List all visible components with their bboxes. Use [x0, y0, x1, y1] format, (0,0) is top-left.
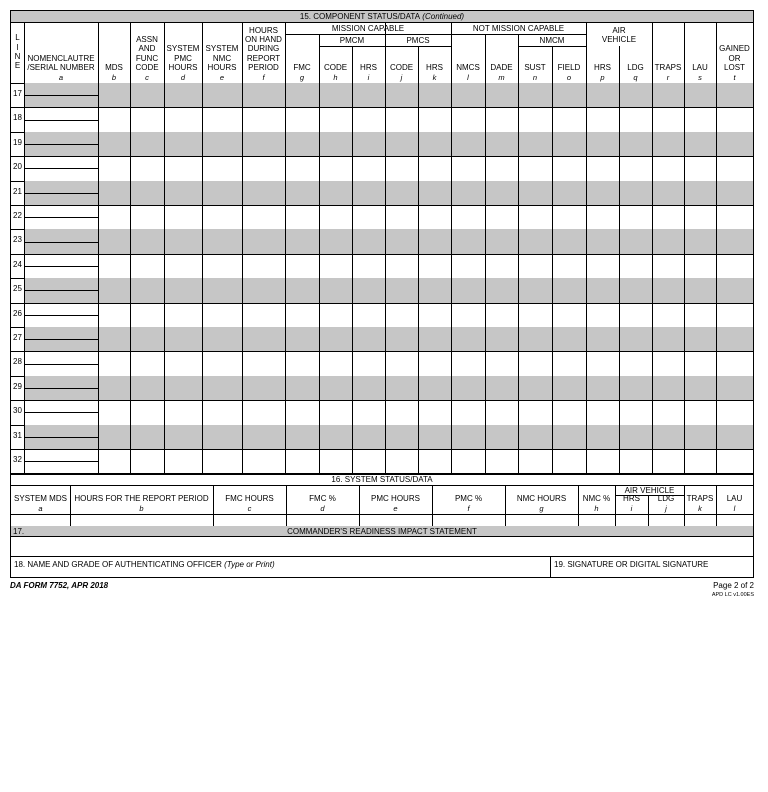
column-header-15-label: NOMENCLAUTRE /SERIAL NUMBER	[27, 53, 95, 73]
column-header-15-label: L I N E	[14, 33, 21, 71]
line-number: 24	[13, 259, 22, 269]
system-status-field[interactable]	[432, 514, 505, 526]
column-header-15-label: TRAPS	[654, 63, 682, 73]
table-row[interactable]	[11, 156, 753, 180]
column-header-15-letter: i	[367, 72, 370, 82]
column-header-16-label: HOURS FOR THE REPORT PERIOD	[74, 494, 209, 504]
column-header-15-label: FIELD	[557, 63, 581, 73]
column-header-16-5	[432, 485, 505, 514]
authenticating-officer-label-text: 18. NAME AND GRADE OF AUTHENTICATING OFFICER	[14, 560, 222, 569]
column-header-16-8	[615, 495, 648, 514]
column-header-16-letter: e	[393, 503, 398, 513]
group-nmcm: NMCM	[539, 35, 565, 45]
line-number: 17	[13, 89, 22, 98]
line-number: 32	[13, 455, 22, 464]
table-row[interactable]	[11, 278, 753, 302]
column-header-15-label: GAINED OR LOST	[719, 44, 750, 73]
column-header-16-letter: j	[665, 503, 667, 513]
column-header-16-6	[505, 485, 578, 514]
column-header-15-4	[164, 22, 202, 83]
column-header-16-9	[648, 495, 684, 514]
line-number: 28	[13, 357, 22, 367]
column-header-16-letter: g	[539, 503, 544, 513]
column-header-15-label: CODE	[323, 63, 348, 73]
section-15-title-text: 15. COMPONENT STATUS/DATA	[299, 12, 421, 21]
column-header-15-label: HRS	[360, 63, 377, 73]
column-header-15-label: DADE	[490, 63, 513, 73]
column-header-15-letter: p	[600, 72, 605, 82]
column-header-16-10	[684, 485, 716, 514]
table-row[interactable]	[11, 107, 753, 131]
column-header-16-label: FMC HOURS	[225, 494, 274, 504]
column-header-15-18	[652, 22, 684, 83]
column-header-15-8	[319, 46, 352, 83]
system-status-field[interactable]	[578, 514, 615, 526]
authenticating-officer-label-note: (Type or Print)	[224, 560, 275, 569]
system-status-field[interactable]	[615, 514, 648, 526]
section-15-title-note: (Continued)	[422, 12, 465, 21]
table-row[interactable]	[11, 229, 753, 253]
line-number: 30	[13, 406, 22, 416]
column-header-15-label: SYSTEM NMC HOURS	[205, 44, 239, 73]
column-header-16-1	[70, 485, 213, 514]
column-header-16-label: LDG	[657, 494, 675, 504]
system-status-field[interactable]	[648, 514, 684, 526]
column-header-15-10	[385, 46, 418, 83]
table-row[interactable]	[11, 351, 753, 375]
column-header-15-13	[485, 34, 518, 83]
table-row[interactable]	[11, 449, 753, 473]
authenticating-officer-field[interactable]	[12, 568, 548, 577]
group-not-mission-capable: NOT MISSION CAPABLE	[472, 23, 565, 33]
column-header-16-letter: h	[594, 503, 599, 513]
column-header-15-5	[202, 22, 242, 83]
line-number: 22	[13, 211, 22, 220]
column-header-15-letter: l	[467, 72, 469, 82]
column-header-15-label: NMCS	[456, 63, 480, 73]
signature-field[interactable]	[552, 568, 752, 577]
column-header-15-letter: q	[633, 72, 638, 82]
system-status-field[interactable]	[505, 514, 578, 526]
column-header-15-label: ASSN AND FUNC CODE	[135, 34, 159, 73]
column-header-15-20	[716, 22, 753, 83]
column-header-15-label: HRS	[594, 63, 611, 73]
form-id: DA FORM 7752, APR 2018	[10, 581, 109, 590]
column-header-15-letter: j	[400, 72, 403, 82]
column-header-15-0	[11, 22, 24, 83]
column-header-15-letter: n	[532, 72, 538, 82]
column-header-15-letter: c	[145, 72, 149, 82]
system-status-field[interactable]	[286, 514, 359, 526]
column-header-16-label: SYSTEM MDS	[14, 494, 67, 504]
form-version: APD LC v1.00ES	[711, 592, 754, 598]
column-header-15-9	[352, 46, 385, 83]
column-header-16-4	[359, 485, 432, 514]
column-header-15-letter: o	[566, 72, 572, 82]
column-header-16-11	[716, 485, 753, 514]
column-header-15-16	[586, 46, 619, 83]
column-header-15-letter: d	[180, 72, 186, 82]
column-header-15-letter: b	[111, 72, 117, 82]
da-form-7752-page-2	[10, 10, 754, 578]
column-header-15-letter: r	[666, 72, 670, 82]
column-header-15-label: LDG	[627, 63, 644, 73]
column-header-16-0	[11, 485, 70, 514]
column-header-16-label: HRS	[623, 494, 640, 504]
table-row[interactable]	[11, 132, 753, 156]
column-header-16-7	[578, 485, 615, 514]
column-header-15-6	[242, 22, 285, 83]
column-header-16-letter: f	[467, 503, 470, 513]
column-header-15-label: HRS	[426, 63, 443, 73]
signature-label: 19. SIGNATURE OR DIGITAL SIGNATURE	[554, 560, 709, 569]
column-header-15-letter: a	[58, 72, 64, 82]
column-header-15-label: MDS	[105, 63, 123, 73]
table-row[interactable]	[11, 181, 753, 205]
column-header-16-letter: c	[247, 503, 252, 513]
line-number: 18	[13, 113, 22, 123]
column-header-15-7	[285, 34, 319, 83]
system-status-field[interactable]	[11, 514, 70, 526]
column-header-16-label: LAU	[726, 494, 743, 504]
section-16-group-air-vehicle: AIR VEHICLE	[624, 485, 675, 495]
column-header-16-letter: l	[733, 503, 736, 513]
section-17-bar	[11, 526, 753, 536]
column-header-15-letter: s	[698, 72, 702, 82]
table-row[interactable]	[11, 425, 753, 449]
line-number: 27	[13, 333, 22, 342]
table-row[interactable]	[11, 83, 753, 107]
column-header-15-letter: k	[432, 72, 437, 82]
column-header-16-label: NMC HOURS	[516, 494, 567, 504]
column-header-15-17	[619, 46, 652, 83]
column-header-15-letter: e	[219, 72, 225, 82]
section-16-title: 16. SYSTEM STATUS/DATA	[331, 475, 433, 484]
line-number: 23	[13, 235, 22, 245]
line-number: 31	[13, 430, 22, 440]
column-header-16-2	[213, 485, 286, 514]
column-header-15-letter: f	[262, 72, 265, 82]
column-header-16-letter: b	[139, 503, 144, 513]
column-header-15-1	[24, 22, 98, 83]
column-header-15-19	[684, 22, 716, 83]
column-header-15-3	[130, 22, 164, 83]
column-header-16-3	[286, 485, 359, 514]
column-header-15-letter: h	[333, 72, 338, 82]
column-header-16-letter: a	[38, 503, 43, 513]
column-header-16-label: FMC %	[309, 494, 336, 504]
table-row[interactable]	[11, 400, 753, 424]
page-number: Page 2 of 2	[713, 581, 754, 590]
group-pmcs: PMCS	[406, 35, 430, 45]
column-header-15-12	[451, 34, 485, 83]
group-pmcm: PMCM	[339, 35, 365, 45]
column-header-15-label: HOURS ON HAND DURING REPORT PERIOD	[245, 25, 282, 73]
column-header-15-label: SYSTEM PMC HOURS	[166, 44, 200, 73]
column-header-15-15	[552, 46, 586, 83]
section-17-title: COMMANDER'S READINESS IMPACT STATEMENT	[287, 526, 477, 536]
commanders-readiness-impact-field[interactable]	[12, 537, 752, 555]
table-row[interactable]	[11, 205, 753, 229]
column-header-15-letter: m	[498, 72, 505, 82]
system-status-field[interactable]	[213, 514, 286, 526]
column-header-15-label: SUST	[524, 63, 546, 73]
column-header-15-11	[418, 46, 451, 83]
column-header-15-label: LAU	[692, 63, 708, 73]
table-row[interactable]	[11, 376, 753, 400]
column-header-16-letter: k	[698, 503, 702, 513]
column-header-16-letter: d	[320, 503, 325, 513]
system-status-field[interactable]	[70, 514, 213, 526]
column-header-15-label: FMC	[293, 63, 311, 73]
line-number: 26	[13, 308, 22, 318]
column-header-16-letter: i	[630, 503, 633, 513]
system-status-field[interactable]	[716, 514, 753, 526]
group-air-vehicle: AIR VEHICLE	[601, 26, 637, 44]
table-row[interactable]	[11, 303, 753, 327]
column-header-15-14	[518, 46, 552, 83]
table-row[interactable]	[11, 254, 753, 278]
column-header-16-label: PMC %	[454, 494, 483, 504]
table-row[interactable]	[11, 327, 753, 351]
line-number: 21	[13, 186, 22, 196]
column-header-15-2	[98, 22, 130, 83]
column-header-15-letter: g	[299, 72, 305, 82]
column-header-15-label: CODE	[389, 63, 414, 73]
line-number: 29	[13, 381, 22, 391]
column-header-16-label: TRAPS	[686, 494, 714, 504]
system-status-field[interactable]	[359, 514, 432, 526]
section-17-number: 17.	[13, 526, 25, 536]
column-header-16-label: PMC HOURS	[371, 494, 420, 504]
line-number: 20	[13, 162, 22, 172]
system-status-field[interactable]	[684, 514, 716, 526]
group-mission-capable: MISSION CAPABLE	[331, 23, 405, 33]
section-15-title	[11, 11, 753, 22]
column-header-16-label: NMC %	[582, 494, 611, 504]
line-number: 19	[13, 137, 22, 147]
line-number: 25	[13, 284, 22, 294]
column-header-15-letter: t	[733, 72, 736, 82]
